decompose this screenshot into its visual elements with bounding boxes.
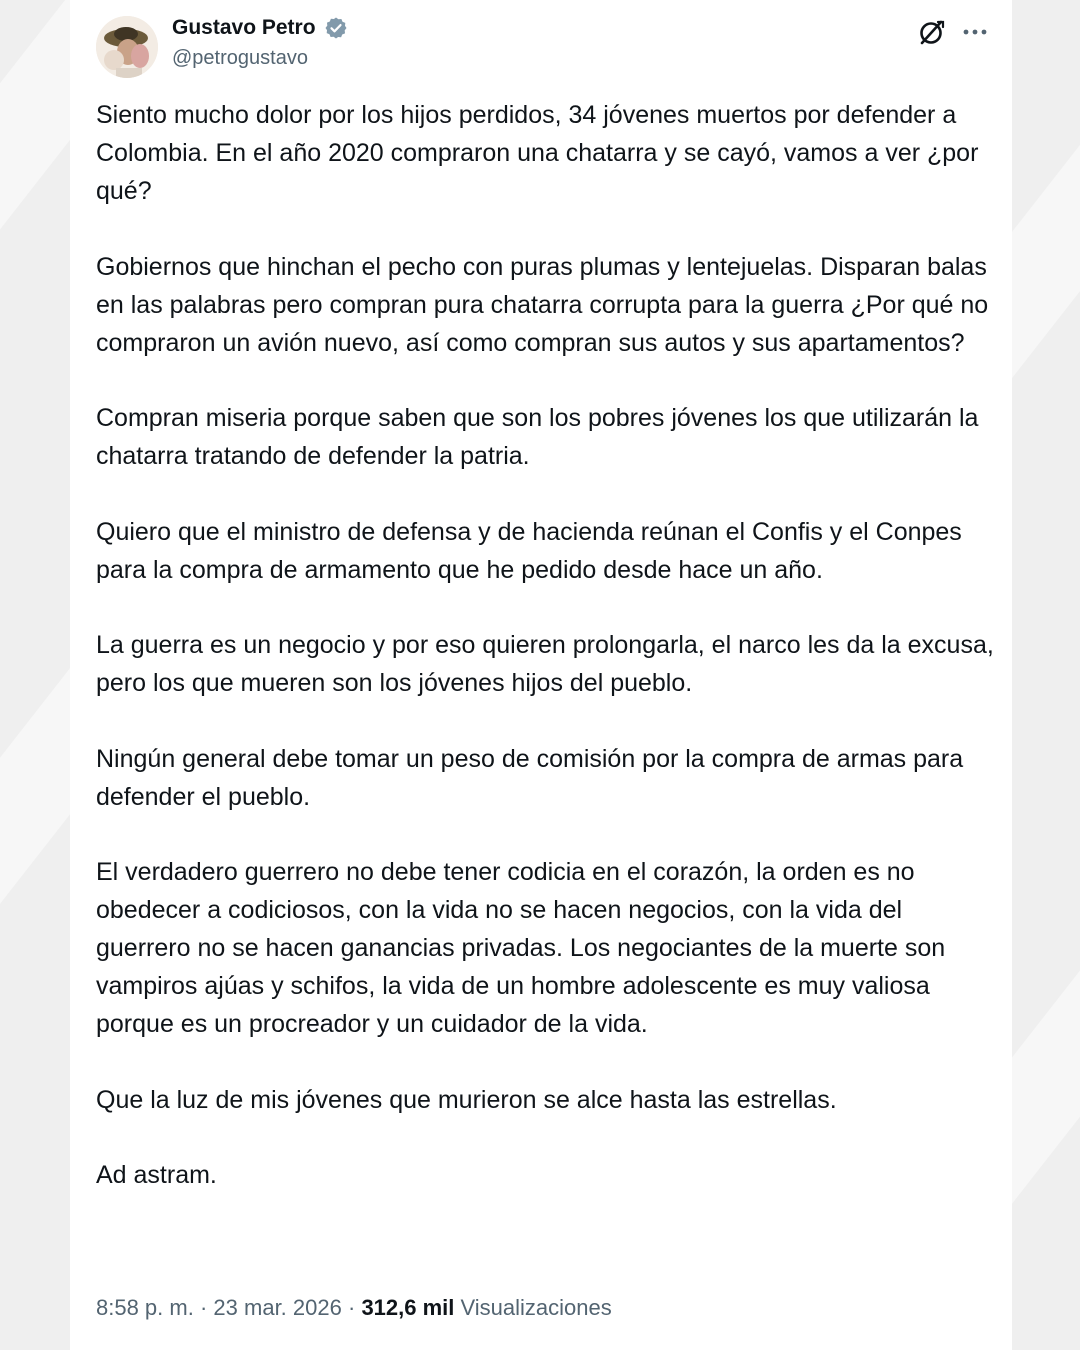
tweet-paragraph: Que la luz de mis jóvenes que murieron se alce hasta las estrellas. [96,1085,837,1114]
tweet-paragraph: El verdadero guerrero no debe tener codicia en el corazón, la orden es no obedecer a codiciosos, con la vida no se hacen negocios, con la vida del guerrero no se hacen ganancias privadas. Los negociantes de la muerte son vampiros ajúas y schifos, la vida de un hombre adolescente es muy valiosa porque es un procreador y un cuidador de la vida. [96,858,946,1038]
tweet-paragraph: Ad astram. [96,1161,217,1189]
tweet-paragraph: Gobiernos que hinchan el pecho con puras plumas y lentejuelas. Disparan balas en las palabras pero compran pura chatarra corrupta para la guerra ¿Por qué no compraron un avión nuevo, así como compran sus autos y sus apartamentos? [96,252,989,357]
tweet-time[interactable]: 8:58 p. m. [96,1295,194,1320]
meta-separator: · [199,1295,208,1320]
avatar[interactable] [96,16,158,78]
tweet-header [96,12,986,82]
tweet-text [96,96,996,1232]
author-display-name[interactable]: Gustavo Petro [172,16,316,39]
avatar-image [96,16,158,78]
grok-slash-icon[interactable] [916,16,948,48]
tweet-card [70,0,1012,1350]
tweet-paragraph: Quiero que el ministro de defensa y de hacienda reúnan el Confis y el Conpes para la compra de armamento que he pedido desde hace un año. [96,517,962,584]
tweet-paragraph: La guerra es un negocio y por eso quieren prolongarla, el narco les da la excusa, pero los que mueren son los jóvenes hijos del pueblo. [96,631,994,697]
tweet-date[interactable]: 23 mar. 2026 [213,1295,342,1320]
verified-badge-icon [324,16,348,40]
author-block [172,14,348,72]
meta-separator: · [347,1295,356,1320]
author-handle[interactable]: @petrogustavo [172,47,308,69]
views-label: Visualizaciones [460,1295,612,1320]
tweet-paragraph: Ningún general debe tomar un peso de comisión por la compra de armas para defender el pueblo. [96,744,964,811]
more-dots-icon[interactable] [958,16,992,48]
tweet-paragraph: Compran miseria porque saben que son los pobres jóvenes los que utilizarán la chatarra tratando de defender la patria. [96,404,979,470]
tweet-paragraph: Siento mucho dolor por los hijos perdidos, 34 jóvenes muertos por defender a Colombia. En el año 2020 compraron una chatarra y se cayó, vamos a ver ¿por qué? [96,101,979,205]
views-count[interactable]: 312,6 mil [361,1295,455,1320]
tweet-meta [96,1292,612,1324]
